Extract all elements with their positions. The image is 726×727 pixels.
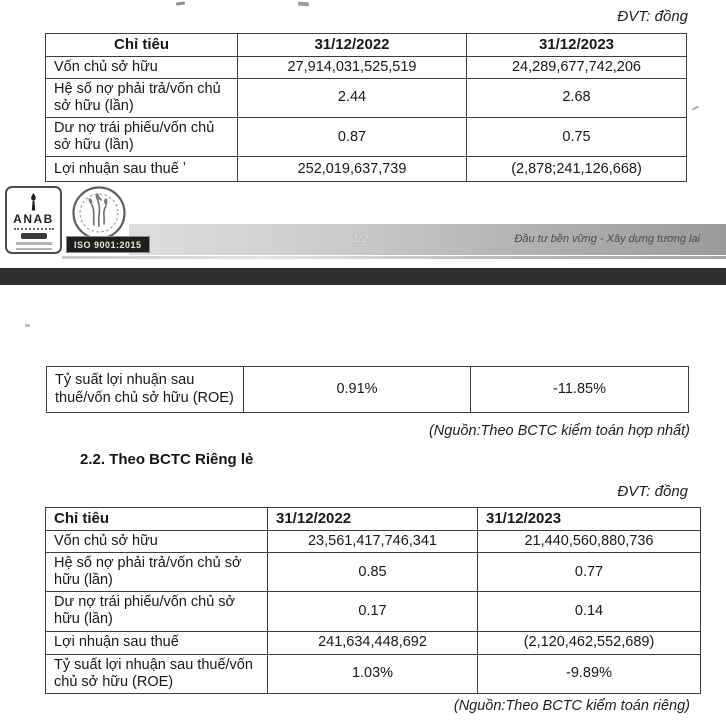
- row-label: Hệ số nợ phải trả/vốn chủ sở hữu (lần): [46, 78, 238, 117]
- value-2022: 27,914,031,525,519: [238, 56, 467, 78]
- anab-fine-print-line: [16, 242, 52, 245]
- value-2022: 2.44: [238, 78, 467, 117]
- value-2023: 0.14: [478, 592, 701, 631]
- value-2023: -9.89%: [478, 654, 701, 693]
- value-2023: 21,440,560,880,736: [478, 531, 701, 553]
- page-separator-bar: [0, 268, 726, 285]
- table-row: [46, 592, 701, 631]
- row-label: Tỷ suất lợi nhuận sau thuế/vốn chủ sở hữu (ROE): [47, 367, 244, 413]
- table-row: [46, 553, 701, 592]
- anab-torch-icon: [27, 192, 40, 212]
- table-row: [46, 157, 687, 182]
- anab-dotted-line: [14, 228, 54, 230]
- value-2023: 0.75: [467, 118, 687, 157]
- table-row: [47, 367, 689, 413]
- row-label: Vốn chủ sở hữu: [46, 531, 268, 553]
- scan-smudge: [62, 256, 726, 259]
- row-label: Lợi nhuận sau thuế: [46, 631, 268, 654]
- value-2022: 252,019,637,739: [238, 157, 467, 182]
- value-2022: 0.91%: [244, 367, 471, 413]
- column-header-2023: 31/12/2023: [478, 508, 701, 531]
- column-header-indicator: Chỉ tiêu: [46, 508, 268, 531]
- column-header-2023: 31/12/2023: [467, 34, 687, 57]
- page-number: 1/2: [352, 231, 369, 245]
- scan-speck: [176, 1, 185, 5]
- certification-stamp-icon: [71, 185, 127, 241]
- value-2023: 2.68: [467, 78, 687, 117]
- value-2022: 23,561,417,746,341: [268, 531, 478, 553]
- separate-financials-table: [45, 507, 701, 694]
- section-heading: 2.2. Theo BCTC Riêng lẻ: [80, 451, 254, 468]
- table-row: [46, 56, 687, 78]
- column-header-2022: 31/12/2022: [268, 508, 478, 531]
- value-2022: 1.03%: [268, 654, 478, 693]
- value-2022: 0.87: [238, 118, 467, 157]
- value-2022: 241,634,448,692: [268, 631, 478, 654]
- row-label: Hệ số nợ phải trả/vốn chủ sở hữu (lần): [46, 553, 268, 592]
- scan-speck: [692, 106, 699, 111]
- anab-accreditation-logo: [5, 186, 62, 254]
- row-label: Lợi nhuận sau thuế ʼ: [46, 157, 238, 182]
- table-row: [46, 631, 701, 654]
- row-label: Tỷ suất lợi nhuận sau thuế/vốn chủ sở hữu (ROE): [46, 654, 268, 693]
- anab-label: ANAB: [13, 212, 54, 226]
- column-header-indicator: Chỉ tiêu: [46, 34, 238, 57]
- table-row: [46, 118, 687, 157]
- row-label: Vốn chủ sở hữu: [46, 56, 238, 78]
- value-2023: 0.77: [478, 553, 701, 592]
- unit-label-consolidated: ĐVT: đồng: [617, 8, 688, 25]
- anab-accredited-bar: [21, 233, 47, 239]
- source-note-consolidated: (Nguồn:Theo BCTC kiểm toán hợp nhất): [428, 423, 690, 439]
- value-2023: -11.85%: [471, 367, 689, 413]
- iso-9001-badge: ISO 9001:2015: [66, 236, 150, 253]
- value-2022: 0.85: [268, 553, 478, 592]
- value-2023: (2,120,462,552,689): [478, 631, 701, 654]
- table-row: [46, 654, 701, 693]
- scan-speck: [25, 324, 30, 327]
- value-2023: 24,289,677,742,206: [467, 56, 687, 78]
- row-label: Dư nợ trái phiếu/vốn chủ sở hữu (lần): [46, 118, 238, 157]
- value-2022: 0.17: [268, 592, 478, 631]
- consolidated-roe-table: [46, 366, 689, 413]
- table-row: [46, 78, 687, 117]
- value-2023: (2,878;241,126,668): [467, 157, 687, 182]
- row-label: Dư nợ trái phiếu/vốn chủ sở hữu (lần): [46, 592, 268, 631]
- unit-label-separate: ĐVT: đồng: [617, 483, 688, 500]
- footer-slogan: Đầu tư bền vững - Xây dựng tương lai: [514, 233, 700, 245]
- scan-speck: [298, 2, 309, 7]
- consolidated-financials-table: [45, 33, 687, 182]
- source-note-separate: (Nguồn:Theo BCTC kiểm toán riêng): [453, 698, 690, 714]
- table-row: [46, 531, 701, 553]
- column-header-2022: 31/12/2022: [238, 34, 467, 57]
- anab-fine-print-line: [16, 248, 52, 251]
